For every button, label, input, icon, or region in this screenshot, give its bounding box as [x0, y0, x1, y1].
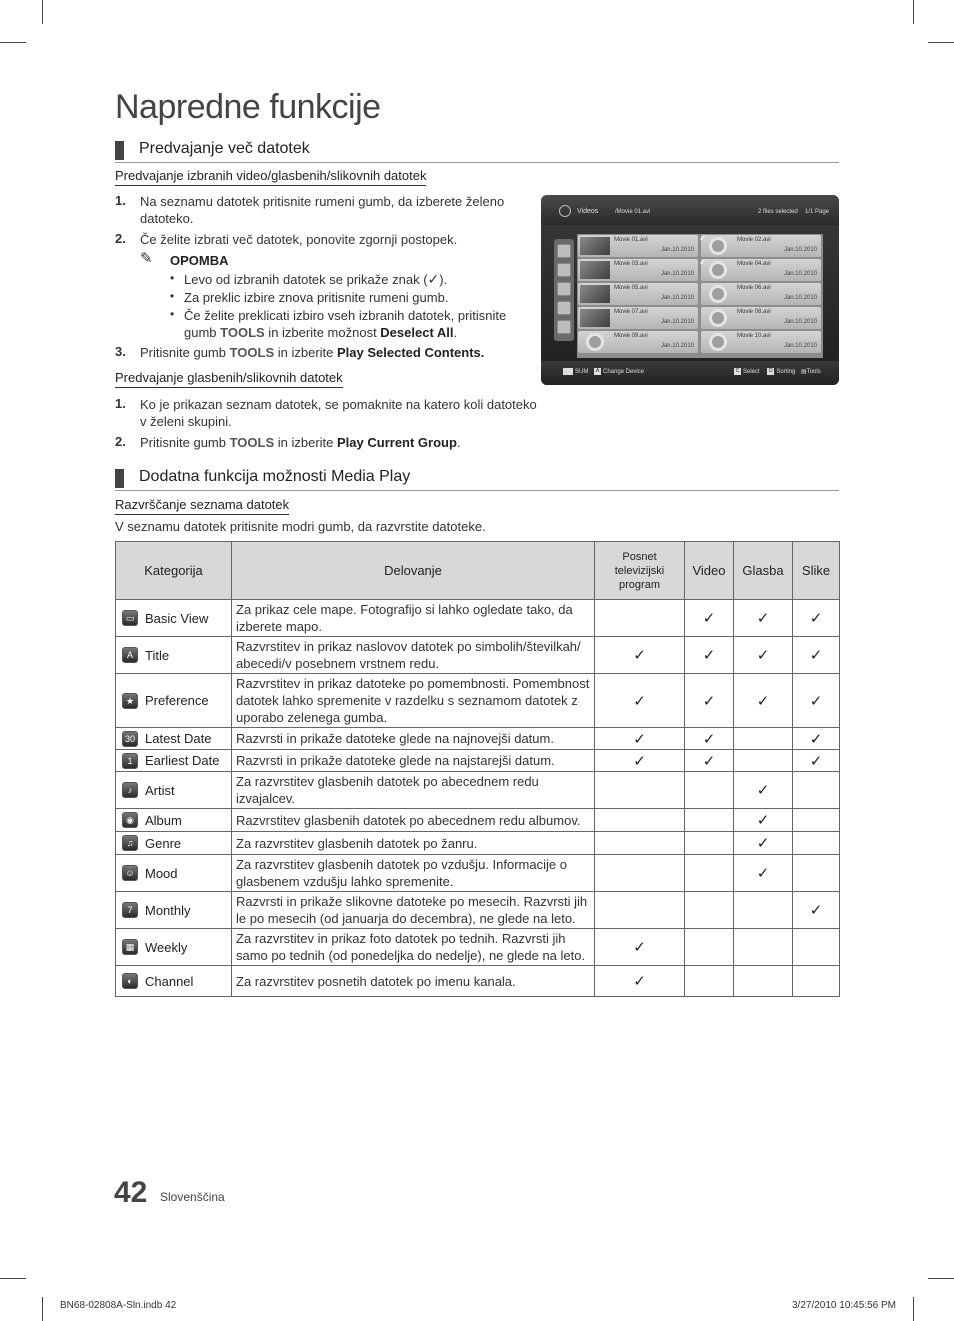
table-row [116, 892, 840, 929]
tv-file-date: Jan.10.2010 [783, 247, 817, 253]
note-text-line: Če želite preklicati izbiro vseh izbranih datotek, pritisnite [184, 308, 507, 323]
note-label: OPOMBA [170, 253, 229, 268]
support-cell-video [685, 750, 734, 772]
header-action: Delovanje [232, 542, 595, 600]
film-reel-icon [709, 309, 727, 327]
tv-file-date: Jan.10.2010 [783, 295, 817, 301]
table-row [116, 750, 840, 772]
subsection-title: Predvajanje glasbenih/slikovnih datotek [115, 370, 343, 388]
tv-file-name: Movie 06.avi [737, 285, 771, 291]
tv-sidebar-folder-icon [557, 244, 571, 258]
page-number: 42 [114, 1176, 148, 1209]
note-text-part: . [453, 325, 458, 340]
category-cell [116, 892, 232, 929]
support-cell-music [734, 637, 793, 674]
tv-sidebar [554, 239, 574, 341]
category-cell [116, 772, 232, 809]
calendar-latest-icon [122, 731, 138, 747]
support-cell-music [734, 600, 793, 637]
checkmark-icon: ✓ [809, 902, 823, 919]
note-text-part: in izberite možnost [264, 325, 381, 340]
table-row [116, 728, 840, 750]
tv-file-item[interactable] [701, 235, 821, 257]
support-cell-photo [793, 728, 840, 750]
album-icon [122, 812, 138, 828]
checkmark-icon: ✓ [756, 610, 770, 627]
intro-text: V seznamu datotek pritisnite modri gumb, da razvrstite datoteke. [115, 519, 486, 534]
tv-file-date: Jan.10.2010 [660, 295, 694, 301]
support-cell-music [734, 674, 793, 728]
videos-icon [559, 205, 571, 217]
calendar-earliest-icon [122, 753, 138, 769]
tv-change-device[interactable]: Change Device [603, 369, 645, 376]
support-cell-photo [793, 600, 840, 637]
table-row [116, 674, 840, 728]
checkmark-icon: ✓ [756, 647, 770, 664]
tv-file-date: Jan.10.2010 [660, 343, 694, 349]
table-row [116, 600, 840, 637]
film-reel-icon [709, 261, 727, 279]
support-cell-music [734, 892, 793, 929]
tv-file-name: Movie 10.avi [737, 333, 771, 339]
tv-section: Videos [577, 208, 599, 215]
support-cell-photo [793, 892, 840, 929]
print-timestamp: 3/27/2010 10:45:56 PM [792, 1300, 896, 1311]
mood-icon [122, 865, 138, 881]
tv-key-d: D [769, 368, 773, 374]
step-text-part: in izberite [274, 435, 338, 450]
category-label: Preference [145, 693, 209, 709]
support-cell-video [685, 892, 734, 929]
crop-mark [0, 1278, 26, 1279]
film-reel-icon [709, 333, 727, 351]
category-label: Genre [145, 835, 182, 851]
tv-file-name: Movie 09.avi [614, 333, 648, 339]
table-body [116, 600, 840, 997]
checkmark-icon: ✓ [633, 939, 646, 956]
video-thumbnail [580, 237, 610, 255]
support-cell-video [685, 929, 734, 966]
support-cell-music [734, 855, 793, 892]
step-text-part: Pritisnite gumb [140, 345, 230, 360]
tv-tools[interactable]: Tools [806, 369, 821, 376]
support-cell-music [734, 966, 793, 997]
tv-file-date: Jan.10.2010 [783, 271, 817, 277]
category-cell [116, 929, 232, 966]
step-text-part: in izberite [274, 345, 338, 360]
monthly-icon [122, 902, 138, 918]
tv-file-name: Movie 02.avi [737, 237, 771, 243]
crop-mark [0, 42, 26, 43]
icon-glyph: ◉ [126, 815, 134, 826]
support-cell-music [734, 772, 793, 809]
section-heading [115, 139, 839, 163]
tools-label: TOOLS [229, 435, 275, 450]
checkmark-icon: ✓ [756, 812, 770, 829]
step-text [140, 434, 461, 451]
tv-file-date: Jan.10.2010 [660, 247, 694, 253]
icon-glyph: ▦ [125, 942, 135, 953]
category-label: Album [145, 812, 182, 828]
header-recorded [595, 542, 685, 600]
category-label: Title [145, 647, 170, 663]
support-cell-music [734, 809, 793, 832]
play-selected-label: Play Selected Contents. [337, 345, 485, 360]
header-photo: Slike [793, 542, 840, 600]
tv-file-panel [577, 234, 823, 358]
crop-mark [913, 0, 914, 24]
step-text-part: Pritisnite gumb [140, 435, 230, 450]
category-label: Basic View [145, 610, 209, 626]
step-number: 1. [115, 193, 126, 208]
description-cell: Za razvrstitev posnetih datotek po imenu kanala. [232, 966, 595, 997]
support-cell-photo [793, 966, 840, 997]
checkmark-icon: ✓ [756, 835, 770, 852]
page-title: Napredne funkcije [115, 88, 381, 126]
crop-mark [913, 1297, 914, 1321]
tv-key-c: C [735, 368, 740, 374]
icon-glyph: ★ [125, 695, 135, 706]
step-text [140, 344, 484, 361]
channel-icon [122, 973, 138, 989]
header-video: Video [685, 542, 734, 600]
checkmark-icon: ✓ [756, 782, 770, 799]
support-cell-video [685, 855, 734, 892]
tv-select[interactable]: Select [743, 369, 760, 376]
usb-icon [563, 368, 573, 375]
category-cell [116, 674, 232, 728]
tv-sidebar-title-icon [557, 263, 571, 277]
tools-label: TOOLS [220, 325, 265, 340]
support-cell-music [734, 832, 793, 855]
tv-sidebar-calendar-icon [557, 282, 571, 296]
play-current-group-label: Play Current Group [337, 435, 457, 450]
description-cell: Za razvrstitev in prikaz foto datotek po tednih. Razvrsti jih samo po tednih (od ponedeljka do nedelje), ne glede na leto. [232, 929, 595, 966]
support-cell-rec [595, 855, 685, 892]
support-cell-rec [595, 832, 685, 855]
category-label: Mood [145, 865, 178, 881]
video-thumbnail [580, 309, 610, 327]
sorting-table [115, 541, 840, 997]
deselect-all-label: Deselect All [380, 325, 454, 340]
description-cell: Razvrsti in prikaže datoteke glede na najnovejši datum. [232, 728, 595, 750]
support-cell-music [734, 728, 793, 750]
checkmark-icon: ✓ [809, 647, 823, 664]
crop-mark [42, 0, 43, 24]
step-text: Če želite izbrati več datotek, ponovite zgornji postopek. [140, 232, 458, 247]
category-label: Channel [145, 973, 194, 989]
note-text-part: ). [439, 272, 448, 287]
video-thumbnail [580, 261, 610, 279]
checkmark-icon: ✓ [633, 752, 646, 770]
crop-mark [42, 1297, 43, 1321]
note-text-part: Levo od izbranih datotek se prikaže znak ( [184, 272, 428, 287]
subsection-title: Razvrščanje seznama datotek [115, 497, 289, 515]
folder-icon [122, 610, 138, 626]
support-cell-rec [595, 674, 685, 728]
tv-path: /Movie 01.avi [615, 209, 651, 215]
tv-file-date: Jan.10.2010 [660, 271, 694, 277]
icon-glyph: ▭ [125, 613, 135, 624]
tv-file-name: Movie 03.avi [614, 261, 648, 267]
category-cell [116, 966, 232, 997]
tv-device [563, 368, 644, 375]
tools-label: TOOLS [229, 345, 275, 360]
bullet: • [170, 271, 175, 285]
tv-status: 2 files selected [758, 209, 798, 215]
note-text [184, 271, 447, 288]
step-text-line: v želeni skupini. [140, 414, 232, 429]
checkmark-icon: ✓ [699, 257, 707, 267]
support-cell-photo [793, 855, 840, 892]
table-row [116, 929, 840, 966]
checkmark-icon: ✓ [702, 647, 716, 664]
subsection-title: Predvajanje izbranih video/glasbenih/slikovnih datotek [115, 168, 426, 186]
tv-file-item[interactable] [701, 283, 821, 305]
support-cell-music [734, 750, 793, 772]
header-recorded-line: televizijski [614, 564, 665, 577]
support-cell-photo [793, 929, 840, 966]
tv-sorting[interactable]: Sorting [776, 369, 796, 376]
support-cell-video [685, 637, 734, 674]
tv-device-name: SUM [575, 369, 589, 376]
category-label: Monthly [145, 902, 191, 918]
support-cell-rec [595, 600, 685, 637]
support-cell-photo [793, 674, 840, 728]
note-text-line [184, 324, 506, 341]
support-cell-video [685, 832, 734, 855]
crop-mark [928, 42, 954, 43]
tv-file-date: Jan.10.2010 [783, 319, 817, 325]
checkmark-icon: ✓ [702, 730, 716, 748]
support-cell-rec [595, 809, 685, 832]
section-bar [115, 141, 124, 160]
header-music: Glasba [734, 542, 793, 600]
category-cell [116, 728, 232, 750]
tv-file-item[interactable] [578, 283, 698, 305]
tv-file-item[interactable] [701, 307, 821, 329]
table-row [116, 809, 840, 832]
step-number: 3. [115, 344, 126, 359]
pencil-icon: ✎ [140, 250, 153, 267]
tv-screenshot [541, 195, 839, 385]
description-cell: Razvrsti in prikaže datoteke glede na najstarejši datum. [232, 750, 595, 772]
category-cell [116, 600, 232, 637]
icon-glyph: ◐ [127, 976, 133, 987]
checkmark-icon: ✓ [809, 752, 823, 770]
step-text [140, 396, 550, 430]
star-icon [122, 693, 138, 709]
table-row [116, 637, 840, 674]
film-reel-icon [586, 333, 604, 351]
description-cell: Razvrstitev glasbenih datotek po abecednem redu albumov. [232, 809, 595, 832]
tv-file-item[interactable] [578, 331, 698, 353]
checkmark-icon: ✓ [699, 233, 707, 243]
checkmark-icon: ✓ [633, 973, 646, 990]
support-cell-rec [595, 728, 685, 750]
icon-glyph: ♪ [127, 785, 133, 796]
section-title: Dodatna funkcija možnosti Media Play [139, 468, 411, 485]
tv-controls [734, 368, 821, 375]
category-label: Artist [145, 782, 175, 798]
table-row [116, 772, 840, 809]
tv-file-name: Movie 04.avi [737, 261, 771, 267]
checkmark-icon: ✓ [702, 610, 716, 627]
tv-file-date: Jan.10.2010 [660, 319, 694, 325]
section-title: Predvajanje več datotek [139, 140, 310, 157]
support-cell-photo [793, 750, 840, 772]
support-cell-video [685, 809, 734, 832]
checkmark-icon: ✓ [809, 730, 823, 748]
tv-page: 1/1 Page [805, 209, 830, 215]
header-recorded-line: Posnet [622, 550, 657, 563]
support-cell-rec [595, 750, 685, 772]
table-header-row [116, 542, 840, 600]
description-cell: Razvrsti in prikaže slikovne datoteke po mesecih. Razvrsti jih le po mesecih (od januarja do decembra), ne glede na leto. [232, 892, 595, 929]
step-text-line: Na seznamu datotek pritisnite rumeni gumb, da izberete želeno [140, 194, 505, 209]
checkmark-icon: ✓ [702, 752, 716, 770]
support-cell-photo [793, 809, 840, 832]
page-language: Slovenščina [160, 1190, 225, 1204]
category-label: Earliest Date [145, 753, 220, 769]
icon-glyph: A [126, 650, 133, 661]
checkmark-icon: ✓ [633, 647, 646, 664]
tv-file-item[interactable] [578, 235, 698, 257]
description-cell: Za prikaz cele mape. Fotografijo si lahko ogledate tako, da izberete mapo. [232, 600, 595, 637]
note-text: Za preklic izbire znova pritisnite rumeni gumb. [184, 290, 449, 305]
support-cell-rec [595, 929, 685, 966]
support-cell-video [685, 600, 734, 637]
step-number: 2. [115, 231, 126, 246]
checkmark-icon: ✓ [633, 730, 646, 748]
support-cell-photo [793, 772, 840, 809]
category-cell [116, 809, 232, 832]
step-number: 1. [115, 396, 126, 411]
icon-glyph: 1 [127, 755, 133, 766]
icon-glyph: 7 [127, 905, 133, 916]
table-row [116, 966, 840, 997]
tv-file-name: Movie 07.avi [614, 309, 648, 315]
bullet: • [170, 307, 175, 321]
tv-file-name: Movie 05.avi [614, 285, 648, 291]
film-reel-icon [709, 285, 727, 303]
table-row [116, 832, 840, 855]
support-cell-rec [595, 772, 685, 809]
category-cell [116, 637, 232, 674]
note-text-part: gumb [184, 325, 221, 340]
step-text-line: datoteko. [140, 211, 194, 226]
checkmark-icon: ✓ [633, 692, 646, 710]
step-number: 2. [115, 434, 126, 449]
support-cell-rec [595, 637, 685, 674]
category-cell [116, 855, 232, 892]
checkmark-icon: ✓ [702, 692, 716, 710]
category-cell [116, 832, 232, 855]
step-text-part: . [456, 435, 461, 450]
tv-file-name: Movie 08.avi [737, 309, 771, 315]
checkmark-icon: ✓ [809, 692, 823, 710]
section-bar [115, 469, 124, 488]
description-cell: Za razvrstitev glasbenih datotek po abecednem redu izvajalcev. [232, 772, 595, 809]
support-cell-music [734, 929, 793, 966]
icon-glyph: ♫ [126, 838, 134, 849]
support-cell-video [685, 966, 734, 997]
title-icon [122, 647, 138, 663]
bullet: • [170, 289, 175, 303]
support-cell-rec [595, 892, 685, 929]
note-text [184, 307, 506, 341]
tv-file-name: Movie 01.avi [614, 237, 648, 243]
category-label: Latest Date [145, 731, 212, 747]
tv-file-item[interactable] [578, 259, 698, 281]
description-cell: Razvrstitev in prikaz datoteke po pomembnosti. Pomembnost datotek lahko spremenite v razdelku s seznamom datotek z uporabo zelenega gumba. [232, 674, 595, 728]
tv-file-item[interactable] [701, 331, 821, 353]
tv-key-a: A [595, 368, 600, 374]
support-cell-photo [793, 637, 840, 674]
checkmark-icon: ✓ [756, 865, 770, 882]
tv-file-date: Jan.10.2010 [783, 343, 817, 349]
checkmark-icon: ✓ [427, 271, 440, 287]
support-cell-video [685, 728, 734, 750]
crop-mark [928, 1278, 954, 1279]
header-recorded-line: program [619, 578, 660, 591]
film-reel-icon [709, 237, 727, 255]
tv-file-item[interactable] [701, 259, 821, 281]
icon-glyph: ☺ [125, 868, 135, 879]
tv-file-item[interactable] [578, 307, 698, 329]
checkmark-icon: ✓ [809, 610, 823, 627]
icon-glyph: 30 [124, 733, 135, 744]
support-cell-video [685, 772, 734, 809]
support-cell-video [685, 674, 734, 728]
support-cell-photo [793, 832, 840, 855]
video-thumbnail [580, 285, 610, 303]
weekly-icon [122, 939, 138, 955]
print-file-info: BN68-02808A-Sln.indb 42 [60, 1300, 177, 1311]
description-cell: Za razvrstitev glasbenih datotek po vzdušju. Informacije o glasbenem vzdušju lahko spremenite. [232, 855, 595, 892]
description-cell: Razvrstitev in prikaz naslovov datotek po simbolih/številkah/ abecedi/v posebnem vrstnem redu. [232, 637, 595, 674]
section-heading [115, 467, 839, 491]
table-row [116, 855, 840, 892]
header-category: Kategorija [116, 542, 232, 600]
genre-icon [122, 835, 138, 851]
tools-icon: ▤ [801, 369, 807, 376]
tv-sidebar-star-icon [557, 320, 571, 334]
step-text-line: Ko je prikazan seznam datotek, se pomaknite na katero koli datoteko [140, 397, 537, 412]
category-cell [116, 750, 232, 772]
checkmark-icon: ✓ [756, 692, 770, 710]
support-cell-rec [595, 966, 685, 997]
artist-icon [122, 782, 138, 798]
tv-sidebar-calendar-icon [557, 301, 571, 315]
step-text [140, 193, 530, 227]
category-label: Weekly [145, 939, 188, 955]
description-cell: Za razvrstitev glasbenih datotek po žanru. [232, 832, 595, 855]
